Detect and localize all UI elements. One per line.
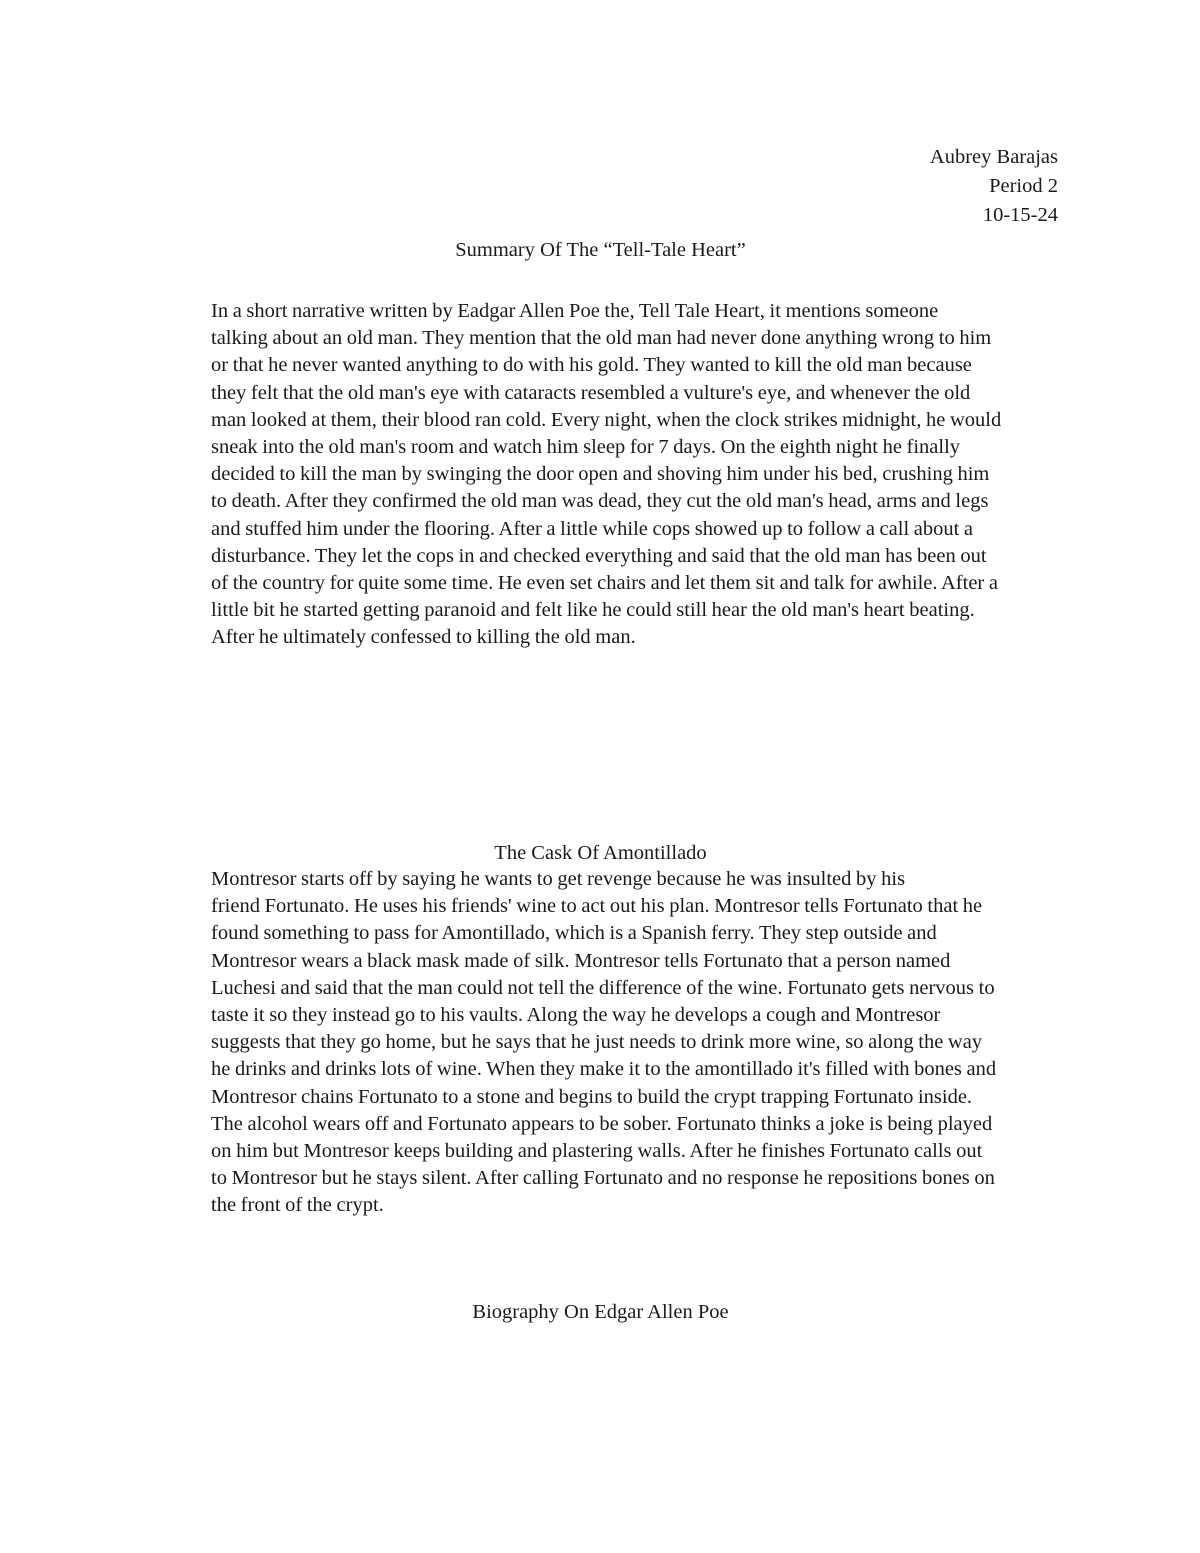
paragraph-tell-tale-heart	[141, 298, 1061, 652]
text-line: friend Fortunato. He uses his friends' wine to act out his plan. Montresor tells Fortunato that he	[211, 895, 983, 918]
text-line: In a short narrative written by Eadgar Allen Poe the, Tell Tale Heart, it mentions someone	[211, 300, 939, 322]
assignment-date: 10-15-24	[982, 204, 1058, 226]
text-line: decided to kill the man by swinging the door open and shoving him under his bed, crushing him	[211, 463, 990, 486]
author-header	[930, 143, 1058, 230]
text-line: and stuffed him under the flooring. After a little while cops showed up to follow a call about a	[211, 517, 974, 540]
text-line: to death. After they confirmed the old man was dead, they cut the old man's head, arms and legs	[211, 490, 989, 513]
section-title-tell-tale-heart: Summary Of The “Tell-Tale Heart”	[455, 239, 746, 261]
text-line: Montresor wears a black mask made of silk. Montresor tells Fortunato that a person named	[211, 949, 951, 972]
text-line: little bit he started getting paranoid and felt like he could still hear the old man's heart beating.	[211, 599, 975, 622]
paragraph-cask-of-amontillado	[141, 866, 1061, 1220]
text-line: man looked at them, their blood ran cold. Every night, when the clock strikes midnight, he would	[211, 408, 1002, 431]
text-line: found something to pass for Amontillado, which is a Spanish ferry. They step outside and	[211, 922, 937, 945]
text-line: After he ultimately confessed to killing the old man.	[211, 626, 636, 649]
text-line: or that he never wanted anything to do with his gold. They wanted to kill the old man because	[211, 354, 972, 377]
text-line: The alcohol wears off and Fortunato appears to be sober. Fortunato thinks a joke is being played	[211, 1112, 993, 1135]
text-line: taste it so they instead go to his vaults. Along the way he develops a cough and Montresor	[211, 1004, 941, 1027]
text-line: to Montresor but he stays silent. After calling Fortunato and no response he repositions bones on	[211, 1167, 995, 1190]
text-line: on him but Montresor keeps building and plastering walls. After he finishes Fortunato calls out	[211, 1140, 983, 1163]
text-line: sneak into the old man's room and watch him sleep for 7 days. On the eighth night he finally	[211, 436, 961, 459]
text-line: Montresor starts off by saying he wants to get revenge because he was insulted by his	[211, 868, 906, 890]
class-period: Period 2	[989, 175, 1058, 197]
text-line: of the country for quite some time. He even set chairs and let them sit and talk for awhile. After a	[211, 572, 998, 595]
text-line: disturbance. They let the cops in and checked everything and said that the old man has been out	[211, 544, 987, 567]
text-line: he drinks and drinks lots of wine. When they make it to the amontillado it's filled with bones and	[211, 1058, 997, 1081]
text-line: talking about an old man. They mention that the old man had never done anything wrong to him	[211, 327, 992, 350]
text-line: the front of the crypt.	[211, 1194, 384, 1217]
text-line: they felt that the old man's eye with cataracts resembled a vulture's eye, and whenever the old	[211, 381, 971, 404]
text-line: Luchesi and said that the man could not tell the difference of the wine. Fortunato gets nervous to	[211, 976, 995, 999]
section-title-biography: Biography On Edgar Allen Poe	[472, 1301, 729, 1323]
text-line: suggests that they go home, but he says that he just needs to drink more wine, so along the way	[211, 1031, 983, 1054]
author-name: Aubrey Barajas	[929, 146, 1058, 168]
section-title-cask-of-amontillado: The Cask Of Amontillado	[494, 842, 707, 864]
text-line: Montresor chains Fortunato to a stone and begins to build the crypt trapping Fortunato inside.	[211, 1085, 973, 1108]
